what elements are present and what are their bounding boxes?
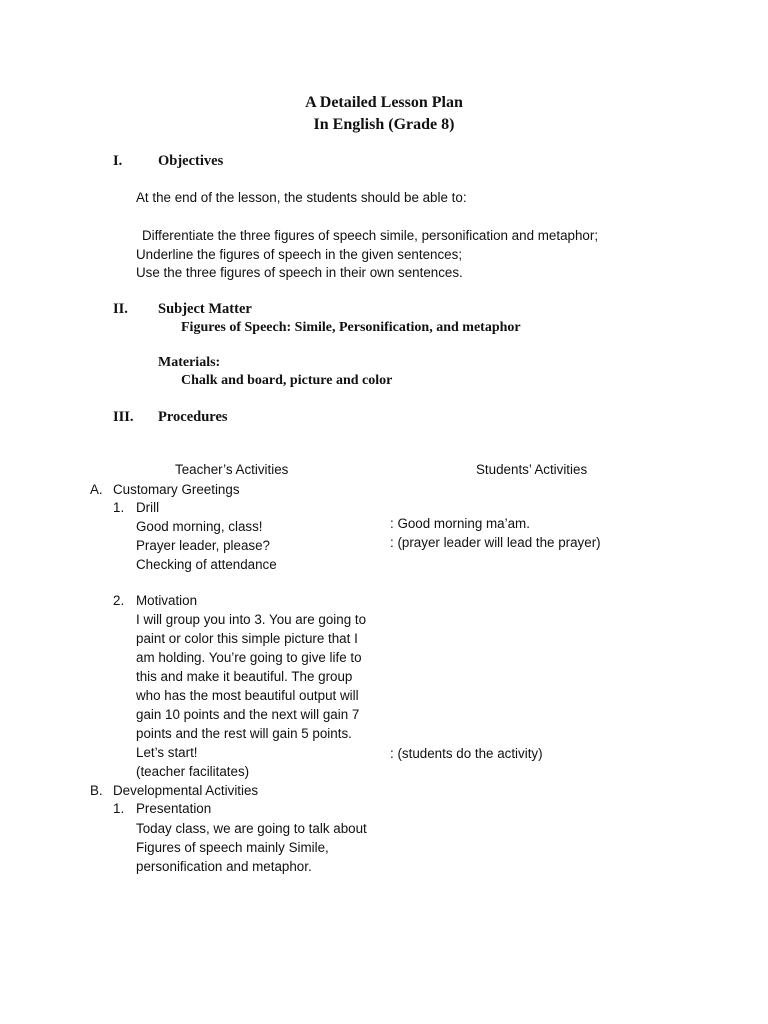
teacher-line: Checking of attendance — [136, 557, 277, 572]
objective-item: Use the three figures of speech in their own sentences. — [136, 265, 463, 280]
student-response: : (students do the activity) — [390, 746, 543, 761]
section-heading-subject-matter: Subject Matter — [158, 301, 252, 317]
section-heading-procedures: Procedures — [158, 409, 228, 425]
student-response: : (prayer leader will lead the prayer) — [390, 535, 601, 550]
objective-item: Differentiate the three figures of speech simile, personification and metaphor; — [142, 228, 599, 243]
document-subtitle: In English (Grade 8) — [313, 116, 455, 133]
teacher-line: this and make it beautiful. The group — [136, 669, 353, 684]
presentation-number: 1. — [113, 801, 125, 816]
teacher-line: gain 10 points and the next will gain 7 — [136, 707, 360, 722]
section-label-developmental-activities: Developmental Activities — [113, 783, 259, 798]
teacher-line: Today class, we are going to talk about — [136, 821, 367, 836]
section-numeral-objectives: I. — [113, 153, 123, 169]
section-letter-a: A. — [90, 482, 103, 497]
teacher-line: points and the rest will gain 5 points. — [136, 726, 352, 741]
teacher-line: Good morning, class! — [136, 519, 263, 534]
document-title: A Detailed Lesson Plan — [305, 94, 463, 111]
drill-label: Drill — [136, 500, 160, 515]
teacher-line: paint or color this simple picture that I — [136, 631, 358, 646]
teacher-line: am holding. You’re going to give life to — [136, 650, 362, 665]
subject-topic: Figures of Speech: Simile, Personification, and metaphor — [181, 320, 521, 335]
motivation-label: Motivation — [136, 593, 198, 608]
section-letter-b: B. — [90, 783, 103, 798]
objective-item: Underline the figures of speech in the given sentences; — [136, 247, 463, 262]
teacher-line: Let’s start! — [136, 745, 198, 760]
column-header-students: Students’ Activities — [476, 462, 588, 477]
teacher-line: personification and metaphor. — [136, 859, 312, 874]
section-label-customary-greetings: Customary Greetings — [113, 482, 240, 497]
materials-heading: Materials: — [158, 355, 221, 370]
student-response: : Good morning ma’am. — [390, 516, 530, 531]
teacher-line: who has the most beautiful output will — [136, 688, 359, 703]
drill-number: 1. — [113, 500, 125, 515]
section-numeral-procedures: III. — [113, 409, 134, 425]
materials-list: Chalk and board, picture and color — [181, 373, 393, 388]
column-header-teacher: Teacher’s Activities — [175, 462, 289, 477]
teacher-line: I will group you into 3. You are going to — [136, 612, 367, 627]
teacher-line: Prayer leader, please? — [136, 538, 270, 553]
presentation-label: Presentation — [136, 801, 212, 816]
teacher-line: (teacher facilitates) — [136, 764, 250, 779]
objectives-intro: At the end of the lesson, the students should be able to: — [136, 190, 467, 205]
section-heading-objectives: Objectives — [158, 153, 224, 169]
teacher-line: Figures of speech mainly Simile, — [136, 840, 329, 855]
motivation-number: 2. — [113, 593, 125, 608]
section-numeral-subject-matter: II. — [113, 301, 128, 317]
